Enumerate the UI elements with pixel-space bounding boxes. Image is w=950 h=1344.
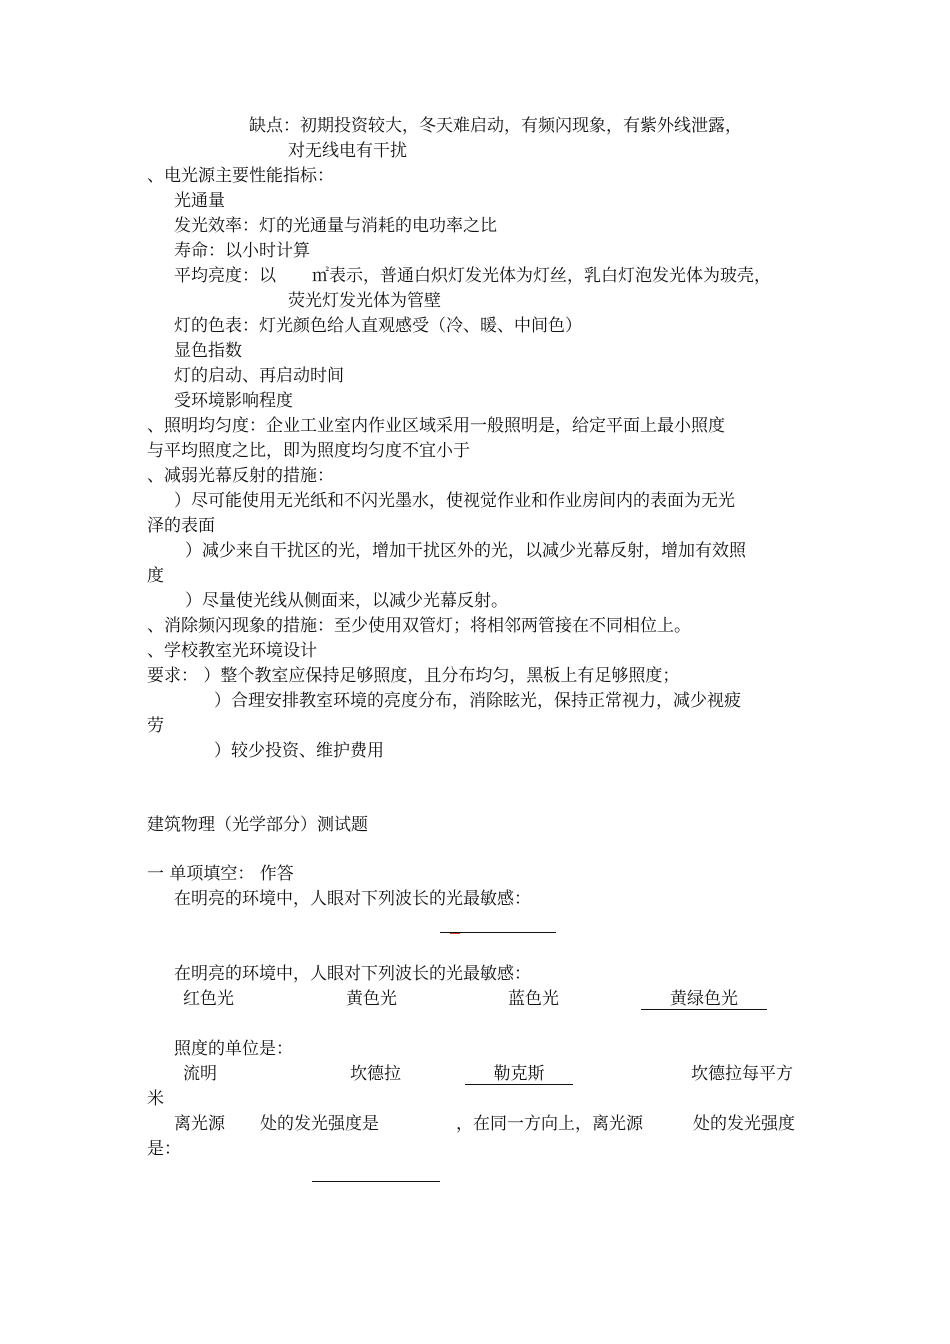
question-3-stem: 照度的单位是： bbox=[174, 1039, 293, 1059]
uniformity-line-2: 与平均照度之比，即为照度均匀度不宜小于 bbox=[147, 441, 470, 461]
brightness-text: ㎡表示，普通白炽灯发光体为灯丝，乳白灯泡发光体为玻壳， bbox=[312, 266, 771, 286]
question-1-stem: 在明亮的环境中，人眼对下列波长的光最敏感： bbox=[174, 889, 531, 909]
reflection-measure-1-wrap: 泽的表面 bbox=[147, 516, 215, 536]
reflection-measure-2: ）减少来自干扰区的光，增加干扰区外的光，以减少光幕反射，增加有效照 bbox=[185, 541, 746, 561]
answer-blank-1 bbox=[440, 932, 556, 933]
q2-answer: 黄绿色光 bbox=[641, 989, 767, 1010]
q3-option-a: 流明 bbox=[183, 1064, 217, 1084]
test-title: 建筑物理（光学部分）测试题 bbox=[147, 815, 368, 835]
q2-option-c: 蓝色光 bbox=[508, 989, 559, 1009]
reflection-measure-3: ）尽量使光线从侧面来，以减少光幕反射。 bbox=[185, 591, 508, 611]
uniformity-line-1: 、照明均匀度：企业工业室内作业区域采用一般照明是，给定平面上最小照度 bbox=[147, 416, 725, 436]
list-item: 受环境影响程度 bbox=[174, 391, 293, 411]
classroom-req-3: ）较少投资、维护费用 bbox=[214, 741, 384, 761]
q3-option-b: 坎德拉 bbox=[350, 1064, 401, 1084]
brightness-label: 平均亮度：以 bbox=[174, 266, 276, 286]
question-4-part-b: 处的发光强度是 bbox=[260, 1114, 379, 1134]
reflection-heading: 、减弱光幕反射的措施： bbox=[147, 466, 334, 486]
question-4-part-d: 处的发光强度 bbox=[693, 1114, 795, 1134]
question-2-stem: 在明亮的环境中，人眼对下列波长的光最敏感： bbox=[174, 964, 531, 984]
light-source-heading: 、电光源主要性能指标： bbox=[147, 166, 334, 186]
reflection-measure-2-wrap: 度 bbox=[147, 566, 164, 586]
q2-option-d bbox=[641, 989, 767, 1010]
flicker-text: 、消除频闪现象的措施：至少使用双管灯；将相邻两管接在不同相位上。 bbox=[147, 616, 691, 636]
list-item: 发光效率：灯的光通量与消耗的电功率之比 bbox=[174, 216, 497, 236]
answer-blank-4 bbox=[312, 1181, 440, 1182]
q2-option-a: 红色光 bbox=[183, 989, 234, 1009]
q3-answer: 勒克斯 bbox=[465, 1064, 573, 1085]
list-item: 灯的启动、再启动时间 bbox=[174, 366, 344, 386]
list-item: 灯的色表：灯光颜色给人直观感受（冷、暖、中间色） bbox=[174, 316, 582, 336]
classroom-req-2: ）合理安排教室环境的亮度分布，消除眩光，保持正常视力，减少视疲 bbox=[214, 691, 741, 711]
cons-line-1: 缺点：初期投资较大，冬天难启动，有频闪现象，有紫外线泄露， bbox=[249, 116, 742, 136]
q2-option-b: 黄色光 bbox=[346, 989, 397, 1009]
q3-option-c bbox=[465, 1064, 573, 1085]
list-item: 显色指数 bbox=[174, 341, 242, 361]
question-4-part-c: ，在同一方向上，离光源 bbox=[456, 1114, 643, 1134]
list-item: 光通量 bbox=[174, 191, 225, 211]
question-4-wrap: 是： bbox=[147, 1139, 181, 1159]
reflection-measure-1: ）尽可能使用无光纸和不闪光墨水，使视觉作业和作业房间内的表面为无光 bbox=[174, 491, 735, 511]
cons-line-2: 对无线电有干扰 bbox=[288, 141, 407, 161]
classroom-req-1: 要求： ）整个教室应保持足够照度，且分布均匀，黑板上有足够照度； bbox=[147, 666, 680, 686]
q3-option-d-wrap: 米 bbox=[147, 1089, 164, 1109]
classroom-req-2-wrap: 劳 bbox=[147, 716, 164, 736]
list-item: 寿命：以小时计算 bbox=[174, 241, 310, 261]
section-heading: 一 单项填空： 作答 bbox=[147, 864, 294, 884]
question-4-part-a: 离光源 bbox=[174, 1114, 225, 1134]
q3-option-d: 坎德拉每平方 bbox=[691, 1064, 793, 1084]
classroom-heading: 、学校教室光环境设计 bbox=[147, 641, 317, 661]
brightness-text-2: 荧光灯发光体为管壁 bbox=[288, 291, 441, 311]
